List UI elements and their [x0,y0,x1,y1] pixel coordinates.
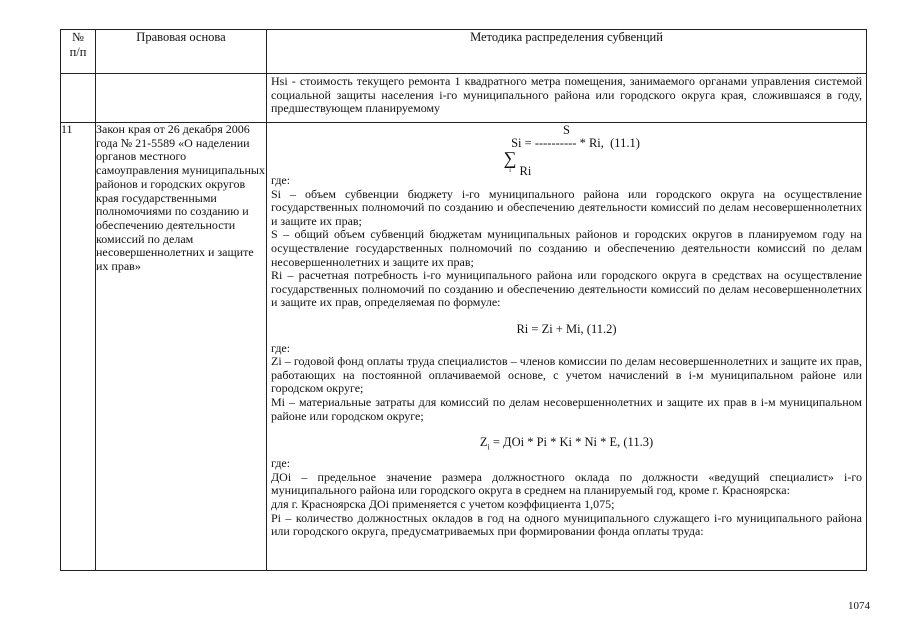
sum-index: i [509,168,511,174]
definition-s: S – общий объем субвенций бюджетам муниципальных районов и городских округов в планируемом году на осуществление государственных полномочий по созданию и обеспечению деятельности комиссий по делам несовершеннолетних и защите их прав; [271,227,862,269]
header-methodology: Методика распределения субвенций [267,30,867,74]
definition-doi: ДОi – предельное значение размера должностного оклада по должности «ведущий специалист» i-го муниципального района или городского округа в среднем на планируемый год, кроме г. Красноярска: [271,469,862,498]
continuation-method-cell [267,74,867,123]
formula-11-1-label: (11.1) [610,136,640,150]
legal-basis-text: Закон края от 26 декабря 2006 года № 21-5589 «О наделении органов местного самоуправления муниципальных районов и городских округов края государственными полномочиями по созданию и обеспечению деятельности комиссий по делам несовершеннолетних и защите их прав» [96,123,267,571]
definition-zi: Zi – годовой фонд оплаты труда специалистов – членов комиссии по делам несовершеннолетних и защите их прав, работающих на постоянной оплачиваемой основе, с учетом начислений в i-м муниципальном районе или городском округе; [271,354,862,396]
header-legal-basis: Правовая основа [96,30,267,74]
where-label-1: где: [271,173,291,187]
subvention-methodology-table [60,29,867,571]
formula-11-1-main: Si = ---------- * Ri, [511,136,604,150]
definition-doi-krasnoyarsk: для г. Красноярска ДОi применяется с учетом коэффициента 1,075; [271,496,615,511]
continuation-number-cell [61,74,96,123]
hsi-definition: Hsi - стоимость текущего ремонта 1 квадратного метра помещения, занимаемого органами управления системой социальной защиты населения i-го муниципального района или городского округа края, сложившаяся в году, предшествующем планируемому [271,74,862,116]
header-number: № п/п [61,30,96,74]
formula-11-1 [267,123,866,178]
denominator-ri: Ri [519,164,532,178]
row-number: 11 [61,123,96,571]
table-row-continuation [61,74,867,123]
table-row-11 [61,123,867,571]
continuation-law-cell [96,74,267,123]
definition-ri: Ri – расчетная потребность i-го муниципального района или городского округа в средствах на осуществление государственных полномочий по созданию и обеспечению деятельности комиссий по делам несовершеннолетних и защите их прав, определяемая по формуле: [271,268,862,310]
definition-si: Si – объем субвенции бюджету i-го муниципального района или городского округа на осуществление государственных полномочий по созданию и обеспечению деятельности комиссий по делам несовершеннолетних и защите их прав; [271,186,862,228]
definition-mi: Mi – материальные затраты для комиссий по делам несовершеннолетних и защите их прав в i-м муниципальном районе или городском округе; [271,394,862,423]
where-label-3: где: [271,456,291,471]
formula-11-3: $Z_i$ = ДОi * Pi * Ki * Ni * E, (11.3) [479,435,654,452]
formula-11-2: Ri = Zi + Mi, (11.2) [516,321,617,336]
sum-symbol: ∑ [503,148,517,168]
definition-pi: Pi – количество должностных окладов в год на одного муниципального служащего i-го муниципального района или городского округа, предусматриваемых при формировании фонда оплаты труда: [271,510,862,539]
formula-11-1-denominator [504,150,532,178]
methodology-cell [267,123,867,571]
where-label-2: где: [271,340,291,355]
formula-11-1-numerator: S [563,123,570,137]
page-number: 1074 [848,600,870,612]
table-header-row [61,30,867,74]
